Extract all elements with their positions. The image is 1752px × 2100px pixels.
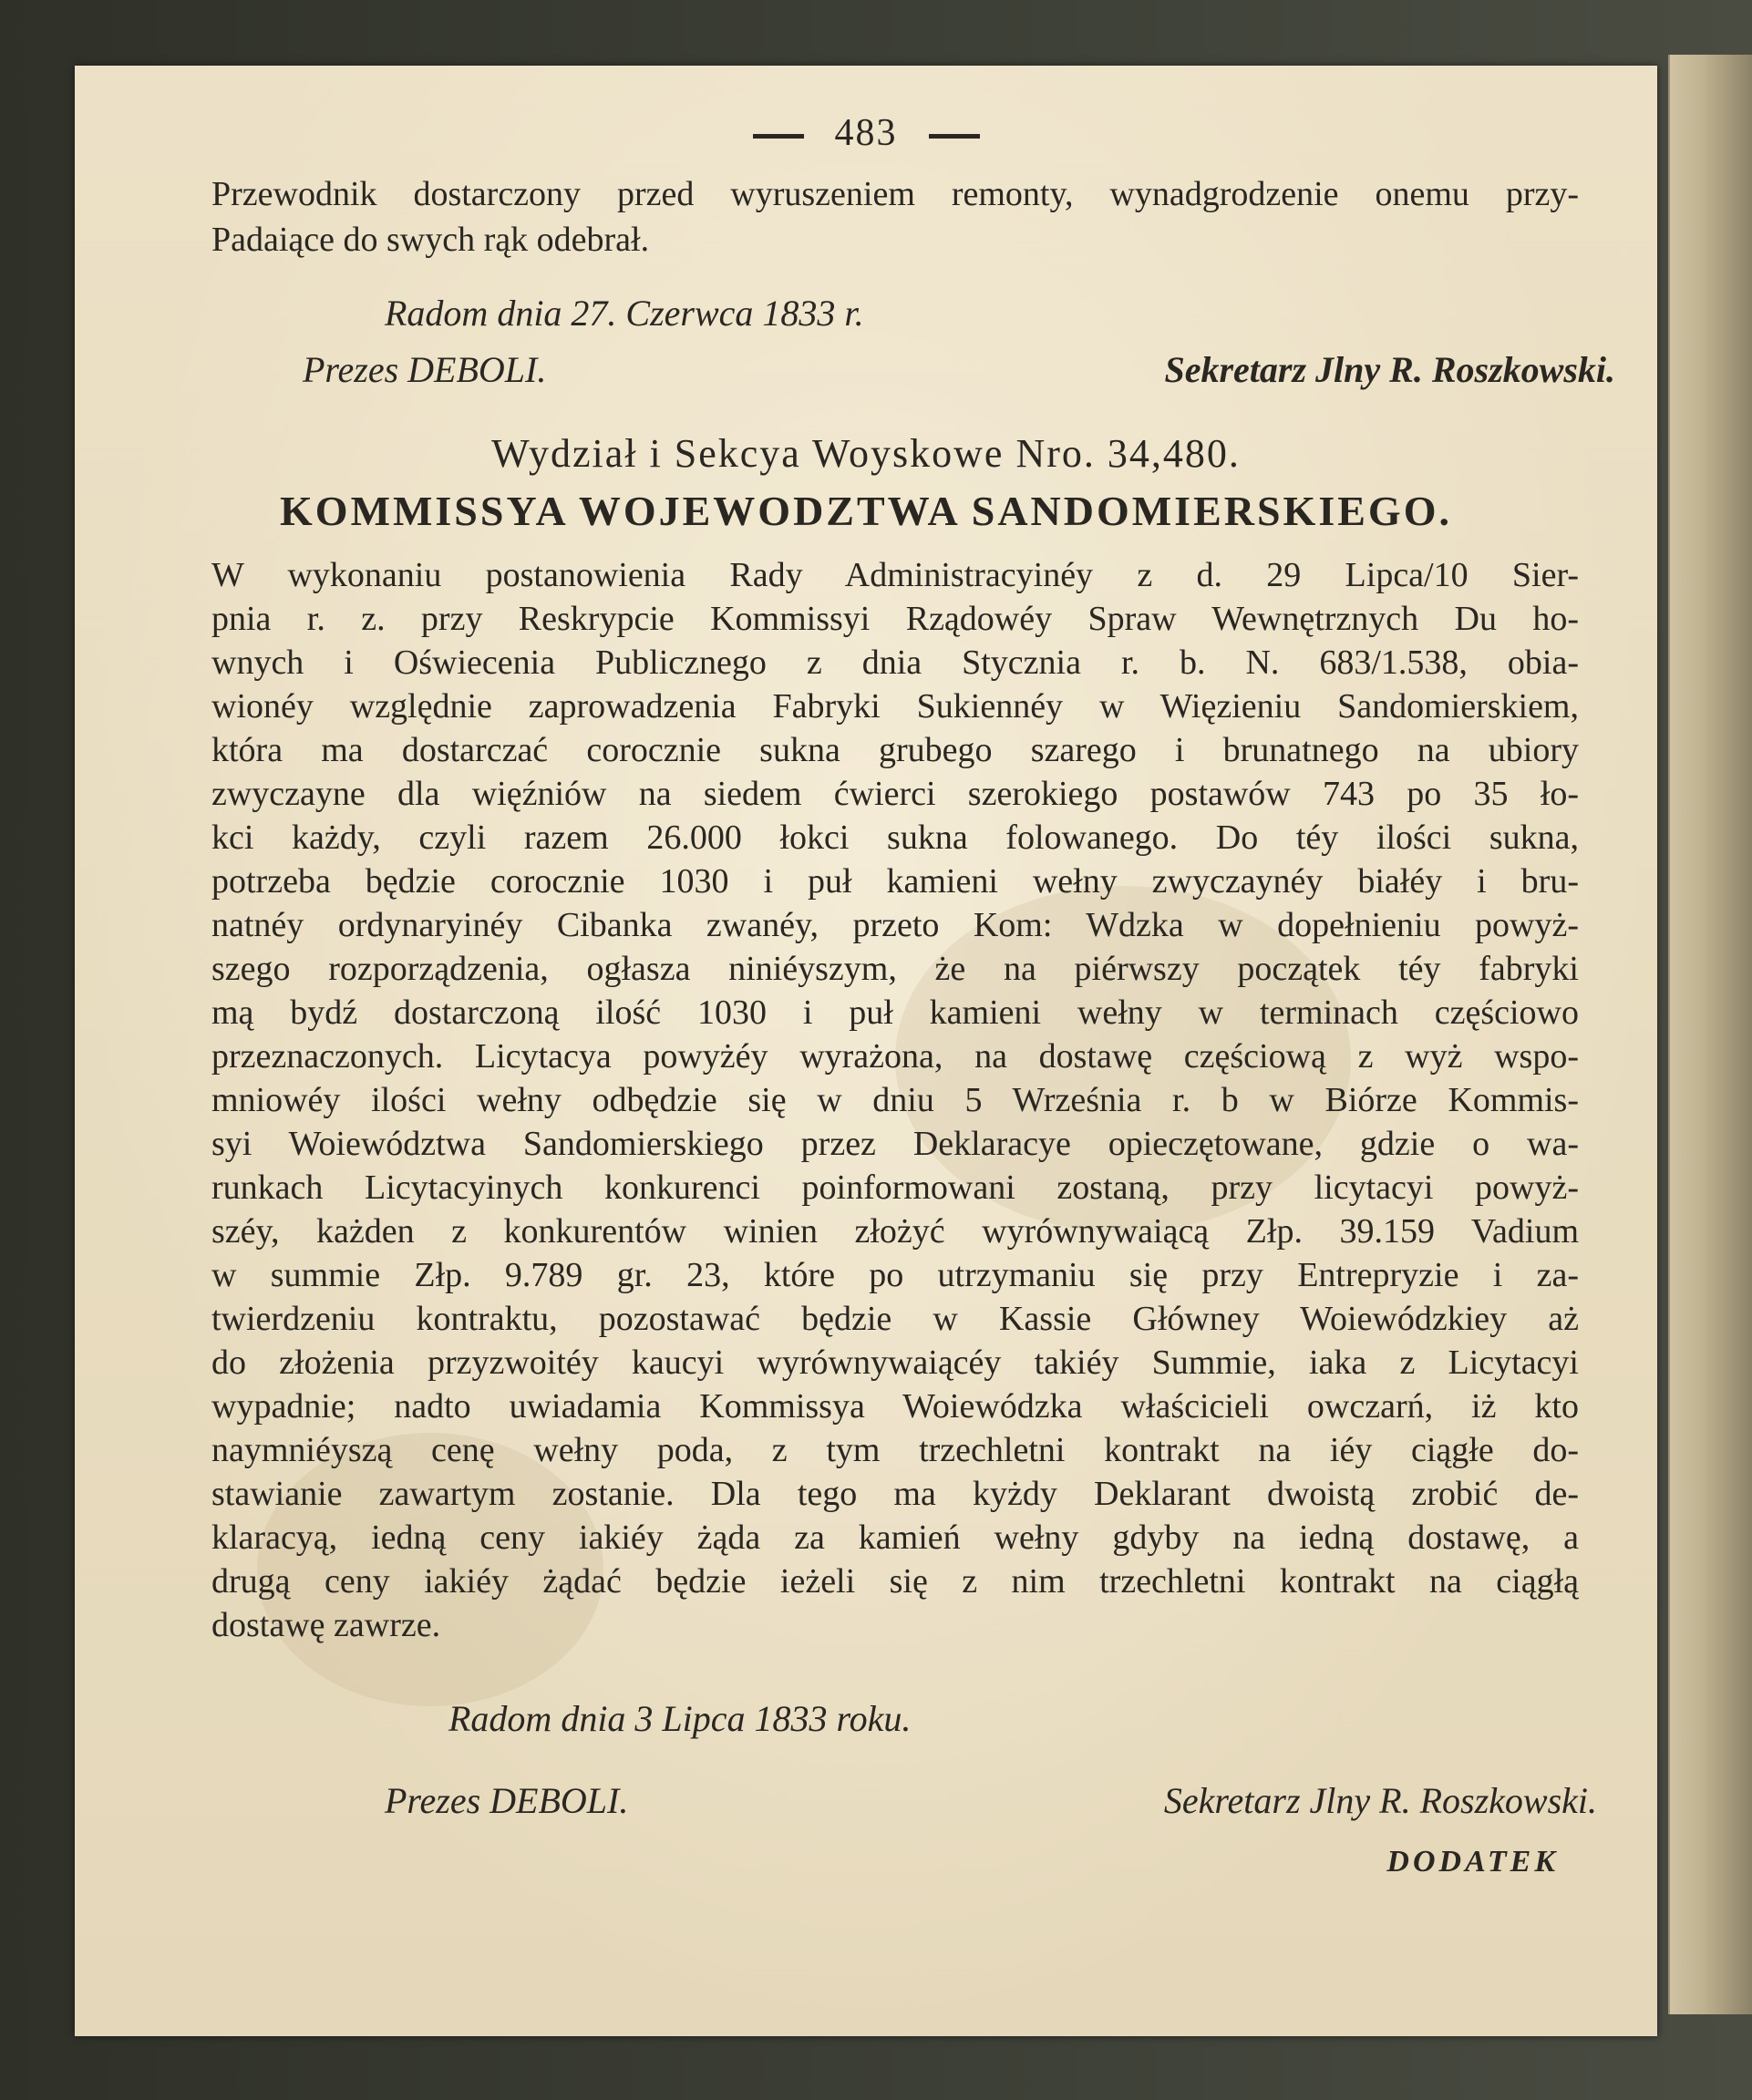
- section-reference: Wydział i Sekcya Woyskowe Nro. 34,480.: [491, 431, 1241, 476]
- body-line: wypadnie; nadto uwiadamia Kommissya Woiewódzka właścicieli owczarń, iż kto: [211, 1387, 1579, 1426]
- body-line: kci każdy, czyli razem 26.000 łokci sukna folowanego. Do téy ilości sukna,: [211, 818, 1579, 857]
- intro-date: Radom dnia 27. Czerwca 1833 r.: [385, 293, 864, 334]
- catchword: DODATEK: [1386, 1845, 1559, 1879]
- body-line: szego rozporządzenia, ogłasza niniéyszym, że na piérwszy początek téy fabryki: [211, 950, 1579, 988]
- body-line: syi Woiewództwa Sandomierskiego przez Deklaracye opieczętowane, gdzie o wa-: [211, 1125, 1579, 1163]
- signature-president: Prezes DEBOLI.: [385, 1780, 629, 1821]
- body-line: runkach Licytacyinych konkurenci poinformowani zostaną, przy licytacyi powyż-: [211, 1168, 1579, 1207]
- body-line: W wykonaniu postanowienia Rady Administracyinéy z d. 29 Lipca/10 Sier-: [211, 556, 1579, 594]
- page-number: 483: [75, 111, 1657, 155]
- intro-signatures: [303, 348, 1615, 391]
- body-line: która ma dostarczać corocznie sukna grubego szarego i brunatnego na ubiory: [211, 731, 1579, 769]
- body-date: Radom dnia 3 Lipca 1833 roku.: [448, 1698, 912, 1739]
- body-line: mą bydź dostarczoną ilość 1030 i puł kamieni wełny w terminach częściowo: [211, 993, 1579, 1032]
- body-line: wionéy względnie zaprowadzenia Fabryki Sukiennéy w Więzieniu Sandomierskiem,: [211, 687, 1579, 726]
- body-line: pnia r. z. przy Reskrypcie Kommissyi Rządowéy Spraw Wewnętrznych Du ho-: [211, 600, 1579, 638]
- intro-line: Padaiące do swych rąk odebrał.: [211, 221, 650, 259]
- body-line: naymniéyszą cenę wełny poda, z tym trzechletni kontrakt na iéy ciągłe do-: [211, 1431, 1579, 1469]
- body-line: natnéy ordynaryinéy Cibanka zwanéy, przeto Kom: Wdzka w dopełnieniu powyż-: [211, 906, 1579, 944]
- body-line: mniowéy ilości wełny odbędzie się w dniu 5 Września r. b w Biórze Kommis-: [211, 1081, 1579, 1119]
- body-line: dostawę zawrze.: [211, 1606, 441, 1644]
- body-signatures: [385, 1779, 1597, 1822]
- body-line: klaracyą, iedną ceny iakiéy żąda za kamień wełny gdyby na iedną dostawę, a: [211, 1518, 1579, 1557]
- signature-president: Prezes DEBOLI.: [303, 349, 547, 390]
- body-line: wnych i Oświecenia Publicznego z dnia Stycznia r. b. N. 683/1.538, obia-: [211, 643, 1579, 682]
- section-title: KOMMISSYA WOJEWODZTWA SANDOMIERSKIEGO.: [280, 488, 1452, 534]
- body-line: potrzeba będzie corocznie 1030 i puł kamieni wełny zwyczaynéy białéy i bru-: [211, 862, 1579, 901]
- intro-line: Przewodnik dostarczony przed wyruszeniem remonty, wynadgrodzenie onemu przy-: [211, 175, 1579, 213]
- body-line: drugą ceny iakiéy żądać będzie ieżeli się z nim trzechletni kontrakt na ciągłą: [211, 1562, 1579, 1601]
- body-line: twierdzeniu kontraktu, pozostawać będzie w Kassie Główney Woiewódzkiey aż: [211, 1300, 1579, 1338]
- dash-left: [753, 134, 804, 139]
- body-line: do złożenia przyzwoitéy kaucyi wyrównywaiącéy takiéy Summie, iaka z Licytacyi: [211, 1343, 1579, 1382]
- body-line: przeznaczonych. Licytacya powyżéy wyrażona, na dostawę częściową z wyż wspo-: [211, 1037, 1579, 1076]
- dash-right: [929, 134, 980, 139]
- body-line: széy, każden z konkurentów winien złożyć wyrównywaiącą Złp. 39.159 Vadium: [211, 1212, 1579, 1251]
- body-line: w summie Złp. 9.789 gr. 23, które po utrzymaniu się przy Entrepryzie i za-: [211, 1256, 1579, 1294]
- book-page-edges: [1668, 55, 1752, 2014]
- document-page: [75, 66, 1657, 2036]
- body-line: zwyczayne dla więźniów na siedem ćwierci szerokiego postawów 743 po 35 ło-: [211, 775, 1579, 813]
- signature-secretary: Sekretarz Jlny R. Roszkowski.: [1164, 349, 1615, 390]
- signature-secretary: Sekretarz Jlny R. Roszkowski.: [1163, 1780, 1597, 1821]
- body-line: stawianie zawartym zostanie. Dla tego ma kyżdy Deklarant dwoistą zrobić de-: [211, 1475, 1579, 1513]
